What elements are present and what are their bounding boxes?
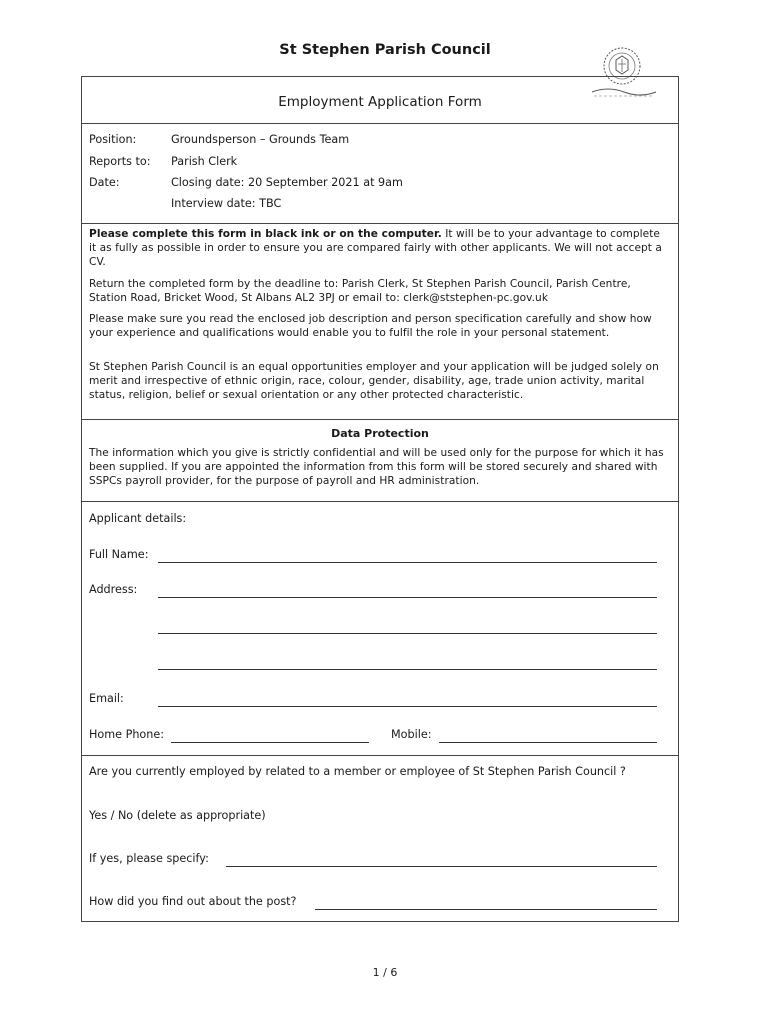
reports-label: Reports to:: [89, 155, 151, 168]
email-field[interactable]: [158, 706, 657, 707]
full-name-label: Full Name:: [89, 548, 149, 561]
form-title-section: [82, 77, 678, 123]
position-value: Groundsperson – Grounds Team: [171, 133, 350, 146]
council-name: St Stephen Parish Council: [279, 42, 491, 58]
instructions-paragraph-2: [89, 277, 668, 305]
find-out-label: How did you find out about the post?: [89, 895, 297, 908]
home-phone-field[interactable]: [171, 742, 369, 743]
equal-opportunities-text: St Stephen Parish Council is an equal opportunities employer and your application will be judged solely on merit and irrespective of ethnic origin, race, colour, gender, disability, age, trade union activity, marital status, religion, belief or sexual orientation or any other protected characteristic.: [89, 361, 659, 401]
return-address-text: Return the completed form by the deadline to: Parish Clerk, St Stephen Parish Council, Parish Centre, Station Road, Bricket Wood, St Albans AL2 3PJ or email to: clerk@ststephen-pc.gov.uk: [89, 278, 631, 304]
address-line-2-field[interactable]: [158, 633, 657, 634]
instructions-bold-text: Please complete this form in black ink or on the computer.: [89, 228, 442, 240]
mobile-field[interactable]: [439, 742, 657, 743]
address-label: Address:: [89, 583, 138, 596]
interview-date: Interview date: TBC: [171, 197, 282, 210]
application-form: [81, 76, 679, 922]
address-line-3-field[interactable]: [158, 669, 657, 670]
data-protection-text: The information which you give is strictly confidential and will be used only for the purpose for which it has been supplied. If you are appointed the information from this form will be stored securely and shared with SSPCs payroll provider, for the purpose of payroll and HR administration.: [89, 447, 664, 487]
employment-questions-section: [82, 755, 678, 923]
page-number: 1 / 6: [372, 966, 398, 979]
data-protection-heading: Data Protection: [331, 427, 429, 440]
reports-value: Parish Clerk: [171, 155, 238, 168]
data-protection-section: [82, 419, 678, 501]
yes-no-option[interactable]: Yes / No (delete as appropriate): [89, 809, 266, 822]
instructions-paragraph-3: [89, 312, 668, 340]
instructions-section: [82, 223, 678, 419]
instructions-text: It will be to your advantage to complete it as fully as possible in order to ensure you are compared fairly with other applicants. We will not accept a CV.: [89, 228, 662, 268]
related-question: Are you currently employed by related to a member or employee of St Stephen Parish Council ?: [89, 765, 626, 778]
instructions-paragraph-1: [89, 227, 668, 269]
specify-label: If yes, please specify:: [89, 852, 209, 865]
home-phone-label: Home Phone:: [89, 728, 165, 741]
specify-field[interactable]: [226, 866, 657, 867]
job-description-text: Please make sure you read the enclosed job description and person specification carefully and show how your experience and qualifications would enable you to fulfil the role in your personal statement.: [89, 313, 652, 339]
find-out-field[interactable]: [315, 909, 657, 910]
email-label: Email:: [89, 692, 124, 705]
address-line-1-field[interactable]: [158, 597, 657, 598]
job-details-section: [82, 123, 678, 223]
applicant-details-heading: Applicant details:: [89, 512, 187, 525]
position-label: Position:: [89, 133, 137, 146]
instructions-paragraph-4: [89, 360, 668, 402]
full-name-field[interactable]: [158, 562, 657, 563]
date-label: Date:: [89, 176, 120, 189]
closing-date: Closing date: 20 September 2021 at 9am: [171, 176, 403, 189]
mobile-label: Mobile:: [391, 728, 432, 741]
data-protection-paragraph: [89, 446, 668, 488]
applicant-details-section: [82, 501, 678, 755]
form-title: Employment Application Form: [278, 94, 482, 110]
